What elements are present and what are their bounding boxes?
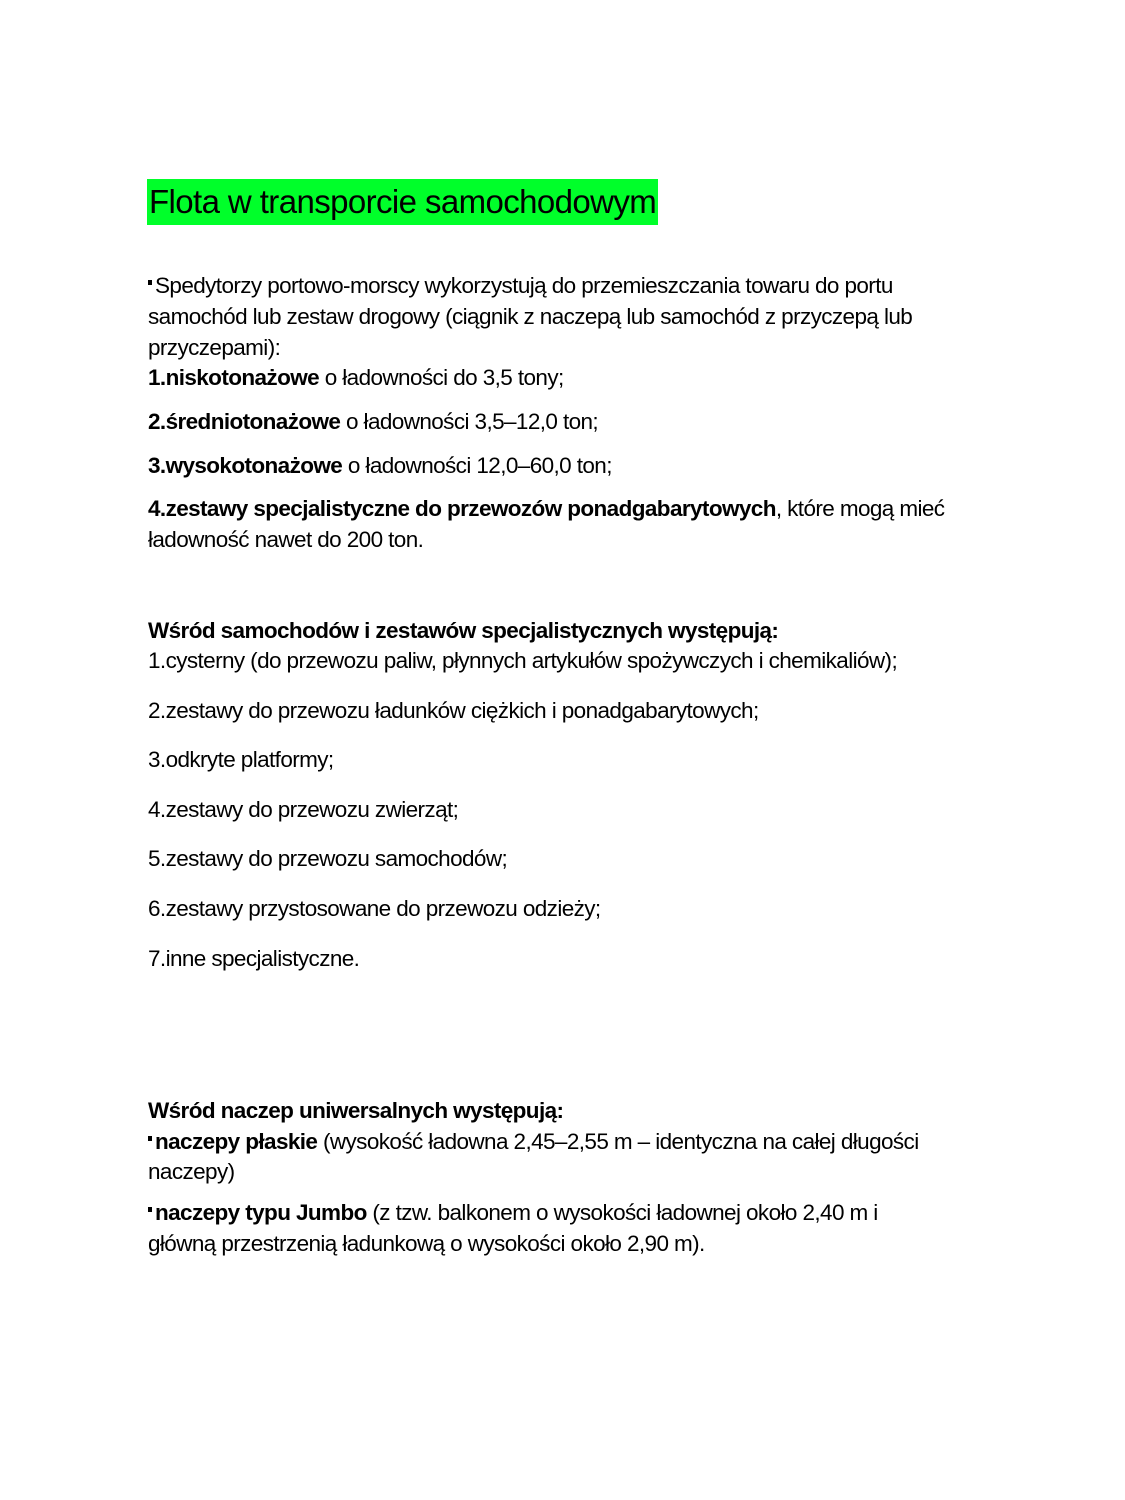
intro-line-1: Spedytorzy portowo-morscy wykorzystują do przemieszczania towaru do portu: [148, 271, 893, 301]
specialist-item-7: 7.inne specjalistyczne.: [148, 946, 360, 971]
tonnage-item-1: 1.niskotonażowe o ładowności do 3,5 tony;: [148, 365, 564, 390]
document-title: Flota w transporcie samochodowym: [147, 179, 658, 225]
trailer-item-2-cont: główną przestrzenią ładunkową o wysokości około 2,90 m).: [148, 1231, 705, 1256]
specialist-item-3: 3.odkryte platformy;: [148, 747, 334, 772]
tonnage-item-2: 2.średniotonażowe o ładowności 3,5–12,0 ton;: [148, 409, 599, 434]
tonnage-item-4: 4.zestawy specjalistyczne do przewozów ponadgabarytowych, które mogą mieć: [148, 496, 945, 521]
intro-line-3: przyczepami):: [148, 335, 281, 360]
specialist-heading: Wśród samochodów i zestawów specjalistycznych występują:: [148, 618, 779, 643]
specialist-item-4: 4.zestawy do przewozu zwierząt;: [148, 797, 459, 822]
bullet-icon: [148, 1207, 152, 1212]
trailer-item-1: naczepy płaskie (wysokość ładowna 2,45–2,55 m – identyczna na całej długości: [148, 1127, 919, 1157]
bullet-icon: [148, 280, 152, 285]
intro-line-2: samochód lub zestaw drogowy (ciągnik z naczepą lub samochód z przyczepą lub: [148, 304, 913, 329]
specialist-item-5: 5.zestawy do przewozu samochodów;: [148, 846, 508, 871]
specialist-item-6: 6.zestawy przystosowane do przewozu odzieży;: [148, 896, 601, 921]
trailer-item-2: naczepy typu Jumbo (z tzw. balkonem o wysokości ładownej około 2,40 m i: [148, 1198, 878, 1228]
trailers-heading: Wśród naczep uniwersalnych występują:: [148, 1098, 564, 1123]
tonnage-item-4-cont: ładowność nawet do 200 ton.: [148, 527, 424, 552]
specialist-item-1: 1.cysterny (do przewozu paliw, płynnych artykułów spożywczych i chemikaliów);: [148, 648, 898, 673]
trailer-item-1-cont: naczepy): [148, 1159, 235, 1184]
specialist-item-2: 2.zestawy do przewozu ładunków ciężkich i ponadgabarytowych;: [148, 698, 759, 723]
bullet-icon: [148, 1136, 152, 1141]
tonnage-item-3: 3.wysokotonażowe o ładowności 12,0–60,0 ton;: [148, 453, 612, 478]
